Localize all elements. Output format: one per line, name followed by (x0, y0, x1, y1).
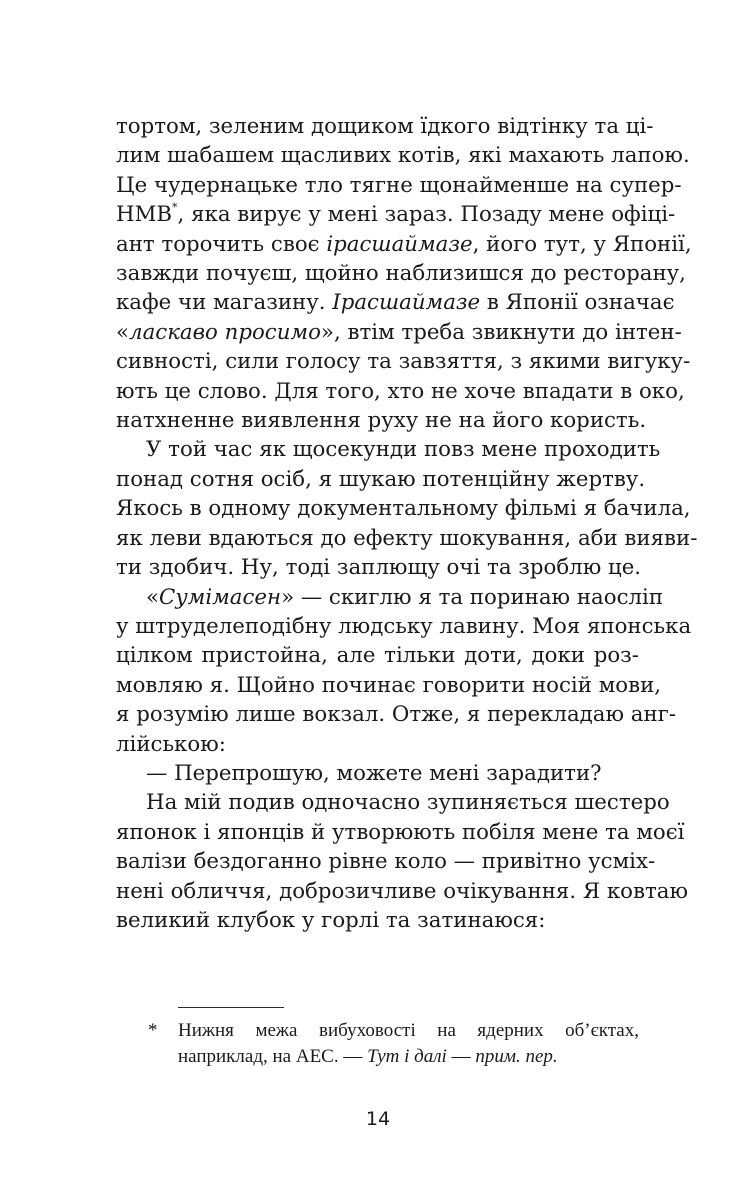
text-line: Якось в одному документальному фільмі я бачила, (116, 496, 691, 522)
text-line: — Перепрошую, можете мені зарадити? (146, 760, 602, 786)
italic-term: Сумімасен (159, 584, 282, 610)
text-line (116, 583, 664, 612)
text-line: нені обличчя, доброзичливе очікування. Я ковтаю (116, 878, 688, 904)
text-line: я розумію лише вокзал. Отже, я перекладаю анг- (116, 702, 677, 728)
text-line (116, 318, 682, 347)
footnote-line (178, 1044, 639, 1070)
text-line: тортом, зеленим дощиком їдкого відтінку та ці- (116, 114, 654, 139)
italic-term: ласкаво просимо (129, 319, 321, 345)
text-run: , яка вирує у мені зараз. Позаду мене офіці- (177, 202, 676, 228)
text-run: ант торочить своє (116, 231, 327, 257)
body-text (116, 112, 698, 935)
text-run: », втім треба звикнути до інтен- (320, 319, 682, 345)
paragraph-2 (116, 435, 698, 582)
text-line: сивності, сили голосу та завзяття, з якими вигуку- (116, 349, 691, 375)
text-run: кафе чи магазину. (116, 290, 333, 316)
text-line (116, 230, 692, 259)
text-line: завжди почуєш, щойно наблизишся до ресторану, (116, 261, 686, 287)
text-run: « (116, 319, 130, 345)
italic-term: Ірасшаймазе (332, 290, 481, 316)
text-line: понад сотня осіб, я шукаю потенційну жертву. (116, 466, 646, 492)
footnote-divider (178, 1007, 284, 1008)
italic-term: прим. пер. (475, 1046, 558, 1067)
text-line: Це чудернацьке тло тягне щонайменше на супер- (116, 172, 682, 198)
text-line: У той час як щосекунди повз мене проходить (146, 437, 661, 463)
italic-term: ірасшаймазе (326, 231, 473, 257)
text-line: цілком пристойна, але тільки доти, доки роз- (116, 643, 639, 669)
paragraph-1 (116, 112, 692, 435)
text-line: як леви вдаються до ефекту шокування, аби вияви- (116, 525, 698, 551)
paragraph-3 (116, 583, 692, 759)
text-line (116, 200, 676, 229)
text-line: японок і японців й утворюють побіля мене та моєї (116, 819, 685, 845)
text-run: , його тут, у Японії, (472, 231, 692, 257)
text-line: лим шабашем щасливих котів, які махають лапою. (116, 143, 690, 169)
text-run: « (146, 584, 160, 610)
text-line: натхненне виявлення руху не на його користь. (116, 408, 647, 434)
text-line: мовляю я. Щойно починає говорити носій мови, (116, 672, 662, 698)
page-number: 14 (365, 1108, 391, 1130)
text-run: наприклад, на АЕС. — (178, 1046, 368, 1067)
footnote (148, 1018, 639, 1070)
text-line: великий клубок у горлі та затинаюся: (116, 907, 546, 933)
text-line (116, 288, 675, 317)
text-run: — (446, 1046, 476, 1067)
text-line: у штруделеподібну людську лавину. Моя японська (116, 613, 692, 639)
text-run: НМВ (116, 202, 173, 228)
text-line: На мій подив одночасно зупиняється шестеро (146, 790, 670, 816)
footnote-line: Нижня межа вибуховості на ядерних об’єктах, (178, 1020, 639, 1041)
text-line: валізи бездоганно рівне коло — привітно усміх- (116, 849, 656, 875)
footnote-mark: * (148, 1020, 158, 1041)
text-run: » — скиглю я та поринаю наосліп (281, 584, 664, 610)
italic-term: Тут і далі (367, 1046, 447, 1067)
text-line: ти здобич. Ну, тоді заплющу очі та зроблю це. (116, 555, 642, 581)
paragraph-4 (116, 759, 639, 788)
text-run: в Японії означає (480, 290, 675, 316)
footnote-reference: * (172, 201, 178, 215)
text-line: лійською: (116, 731, 226, 757)
paragraph-5 (116, 788, 688, 935)
text-line: ють це слово. Для того, хто не хоче впадати в око, (116, 378, 685, 404)
footnote-text (178, 1018, 639, 1070)
